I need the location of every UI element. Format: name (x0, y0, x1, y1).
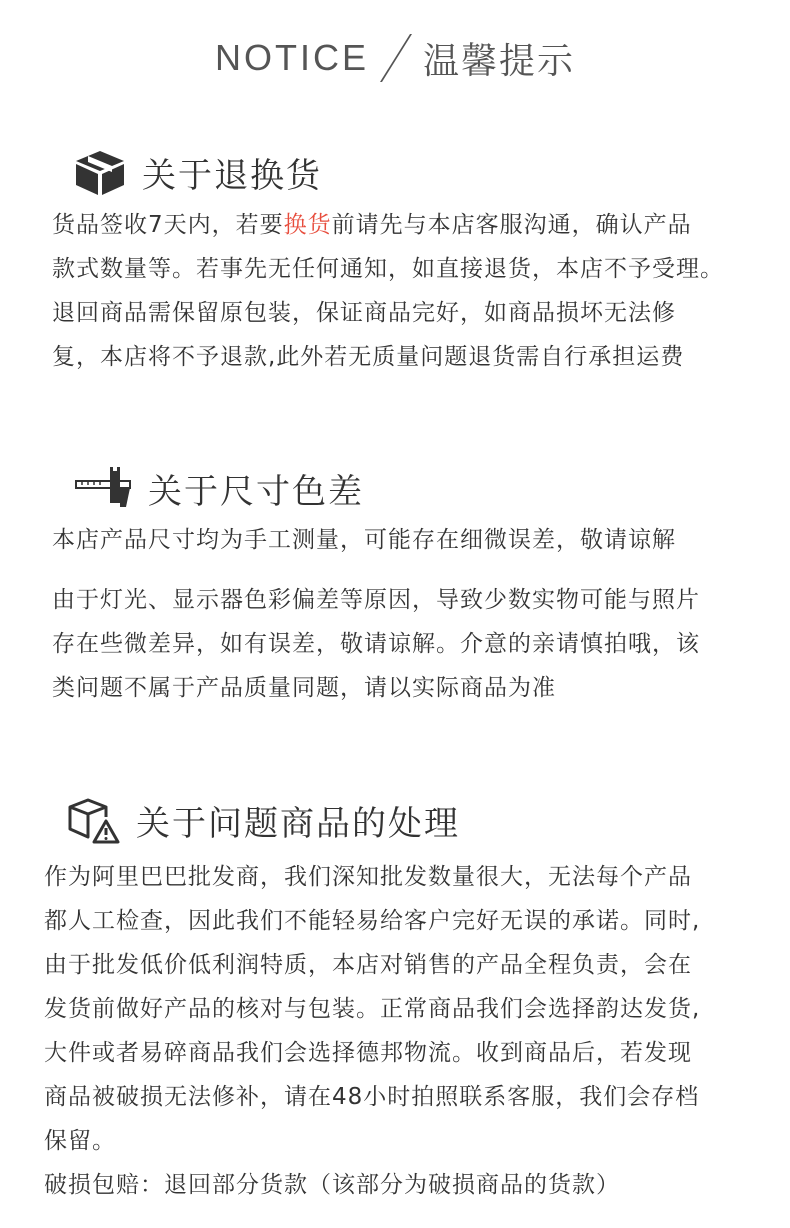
section-defect-body (44, 855, 700, 1207)
text-line: 存在些微差异，如有误差，敬请谅解。介意的亲请慎拍哦，该 (52, 631, 700, 657)
highlight-exchange: 换货 (283, 212, 332, 238)
text-line: 复，本店将不予退款,此外若无质量问题退货需自行承担运费 (52, 344, 685, 370)
text-line: 退回商品需保留原包装，保证商品完好，如商品损坏无法修 (52, 300, 676, 326)
text-line: 破损包赔：退回部分货款（该部分为破损商品的货款） (44, 1172, 620, 1198)
text-line: 发货前做好产品的核对与包装。正常商品我们会选择韵达发货, (44, 996, 701, 1022)
text-line: 都人工检查，因此我们不能轻易给客户完好无误的承诺。同时, (44, 908, 701, 934)
section-defect-heading (68, 796, 460, 845)
section-size-note: 本店产品尺寸均为手工测量，可能存在细微误差，敬请谅解 (52, 527, 676, 553)
section-size-body (52, 578, 700, 710)
box-icon (74, 149, 126, 197)
text-line: 保留。 (44, 1128, 116, 1154)
section-size-heading (74, 464, 364, 513)
section-returns-heading (74, 148, 322, 197)
section-defect-title: 关于问题商品的处理 (136, 804, 460, 844)
text-line: 由于批发低价低利润特质，本店对销售的产品全程负责，会在 (44, 952, 692, 978)
text-line: 款式数量等。若事先无任何通知，如直接退货，本店不予受理。 (52, 256, 724, 282)
damaged-box-icon (68, 797, 120, 845)
text-line: 类问题不属于产品质量同题，请以实际商品为准 (52, 675, 556, 701)
text-line: 大件或者易碎商品我们会选择德邦物流。收到商品后，若发现 (44, 1040, 692, 1066)
text-line: 由于灯光、显示器色彩偏差等原因，导致少数实物可能与照片 (52, 587, 700, 613)
section-size-title: 关于尺寸色差 (148, 472, 364, 512)
notice-title-en: NOTICE (214, 37, 369, 78)
title-divider (380, 34, 412, 82)
text-line: 商品被破损无法修补，请在48小时拍照联系客服，我们会存档 (44, 1084, 700, 1110)
text-line: 货品签收7天内，若要换货前请先与本店客服沟通，确认产品 (52, 212, 692, 238)
notice-title-cn: 温馨提示 (423, 40, 576, 82)
text-line: 作为阿里巴巴批发商，我们深知批发数量很大，无法每个产品 (44, 864, 692, 890)
section-returns-body (52, 203, 724, 379)
caliper-icon (74, 467, 132, 511)
notice-header (0, 30, 790, 86)
section-returns-title: 关于退换货 (142, 156, 322, 196)
